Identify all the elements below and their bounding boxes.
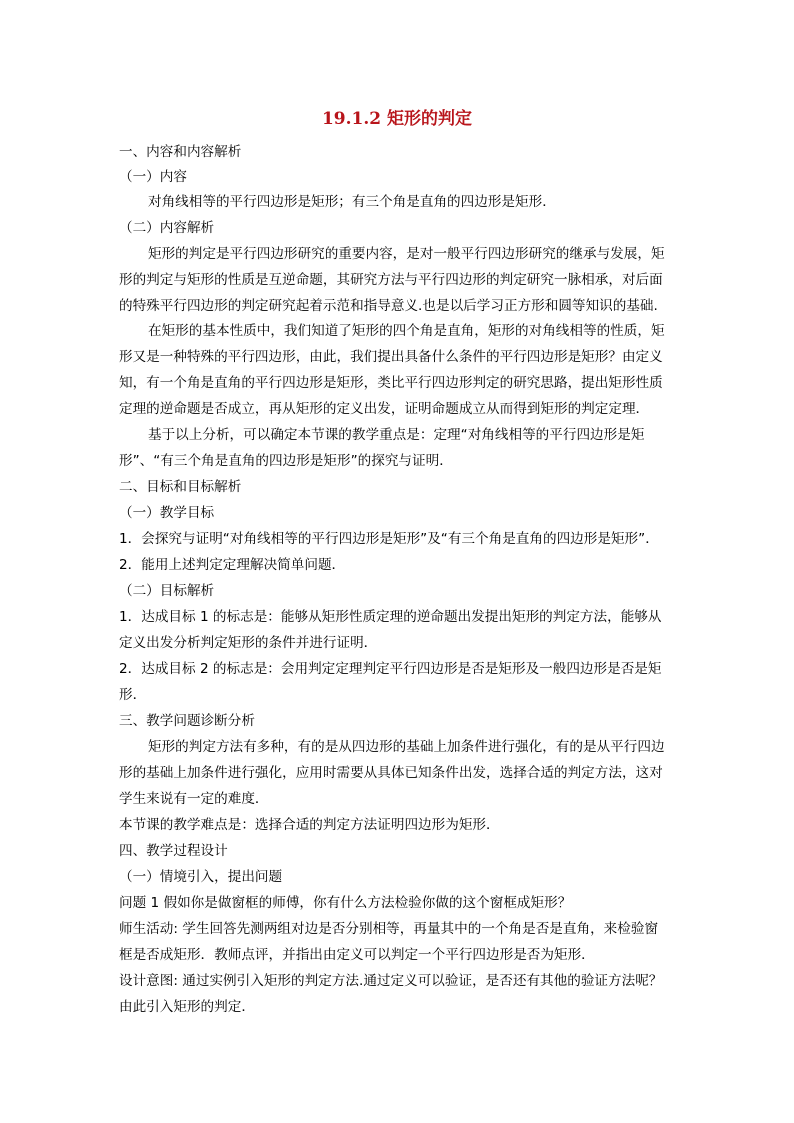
paragraph-line: 形又是一种特殊的平行四边形，由此，我们提出具备什么条件的平行四边形是矩形？由定义 — [119, 349, 663, 365]
paragraph-line: 师生活动: 学生回答先测两组对边是否分别相等，再量其中的一个角是否是直角，来检验窗 — [119, 921, 659, 937]
paragraph-line: 本节课的教学难点是：选择合适的判定方法证明四边形为矩形． — [119, 817, 500, 833]
subsection-heading: （二）目标解析 — [119, 583, 215, 599]
section-heading-1: 一、内容和内容解析 — [119, 144, 242, 160]
paragraph-line: 在矩形的基本性质中，我们知道了矩形的四个角是直角，矩形的对角线相等的性质，矩 — [148, 323, 665, 339]
paragraph-line: 设计意图: 通过实例引入矩形的判定方法.通过定义可以验证，是否还有其他的验证方法呢？ — [119, 973, 663, 989]
section-heading-4: 四、教学过程设计 — [119, 843, 228, 859]
paragraph-line: 形的基础上加条件进行强化，应用时需要从具体已知条件出发，选择合适的判定方法，这对 — [119, 765, 663, 781]
paragraph-line: 形”、“有三个角是直角的四边形是矩形”的探究与证明． — [119, 453, 453, 469]
paragraph-line: 对角线相等的平行四边形是矩形；有三个角是直角的四边形是矩形． — [148, 194, 556, 210]
list-item: 定义出发分析判定矩形的条件并进行证明． — [119, 635, 378, 651]
list-item: 2．达成目标 2 的标志是：会用判定定理判定平行四边形是否是矩形及一般四边形是否是矩 — [119, 661, 662, 677]
list-item: 1．会探究与证明“对角线相等的平行四边形是矩形”及“有三个角是直角的四边形是矩形”． — [119, 531, 659, 547]
subsection-heading: （一）内容 — [119, 169, 187, 185]
subsection-heading: （二）内容解析 — [119, 220, 215, 236]
list-item: 1．达成目标 1 的标志是：能够从矩形性质定理的逆命题出发提出矩形的判定方法，能够从 — [119, 609, 662, 625]
subsection-heading: （一）教学目标 — [119, 505, 215, 521]
paragraph-line: 的特殊平行四边形的判定研究起着示范和指导意义.也是以后学习正方形和圆等知识的基础. — [119, 298, 658, 314]
paragraph-line: 矩形的判定是平行四边形研究的重要内容，是对一般平行四边形研究的继承与发展，矩 — [148, 246, 665, 262]
section-heading-3: 三、教学问题诊断分析 — [119, 713, 255, 729]
paragraph-line: 矩形的判定方法有多种，有的是从四边形的基础上加条件进行强化，有的是从平行四边 — [148, 739, 665, 755]
paragraph-line: 框是否成矩形．教师点评，并指出由定义可以判定一个平行四边形是否为矩形． — [119, 947, 595, 963]
paragraph-line: 知，有一个角是直角的平行四边形是矩形，类比平行四边形判定的研究思路，提出矩形性质 — [119, 375, 663, 391]
paragraph-line: 形的判定与矩形的性质是互逆命题，其研究方法与平行四边形的判定研究一脉相承，对后面 — [119, 272, 663, 288]
section-heading-2: 二、目标和目标解析 — [119, 479, 242, 495]
paragraph-line: 定理的逆命题是否成立，再从矩形的定义出发，证明命题成立从而得到矩形的判定定理． — [119, 401, 650, 417]
document-title: 19.1.2 矩形的判定 — [321, 109, 473, 129]
list-item: 形． — [119, 687, 147, 703]
paragraph-line: 由此引入矩形的判定． — [119, 999, 255, 1015]
list-item: 2．能用上述判定定理解决简单问题． — [119, 557, 346, 573]
paragraph-line: 基于以上分析，可以确定本节课的教学重点是：定理“对角线相等的平行四边形是矩 — [148, 427, 645, 443]
subsection-heading: （一）情境引入，提出问题 — [119, 869, 283, 885]
paragraph-line: 问题 1 假如你是做窗框的师傅，你有什么方法检验你做的这个窗框成矩形？ — [119, 895, 572, 911]
paragraph-line: 学生来说有一定的难度． — [119, 791, 269, 807]
